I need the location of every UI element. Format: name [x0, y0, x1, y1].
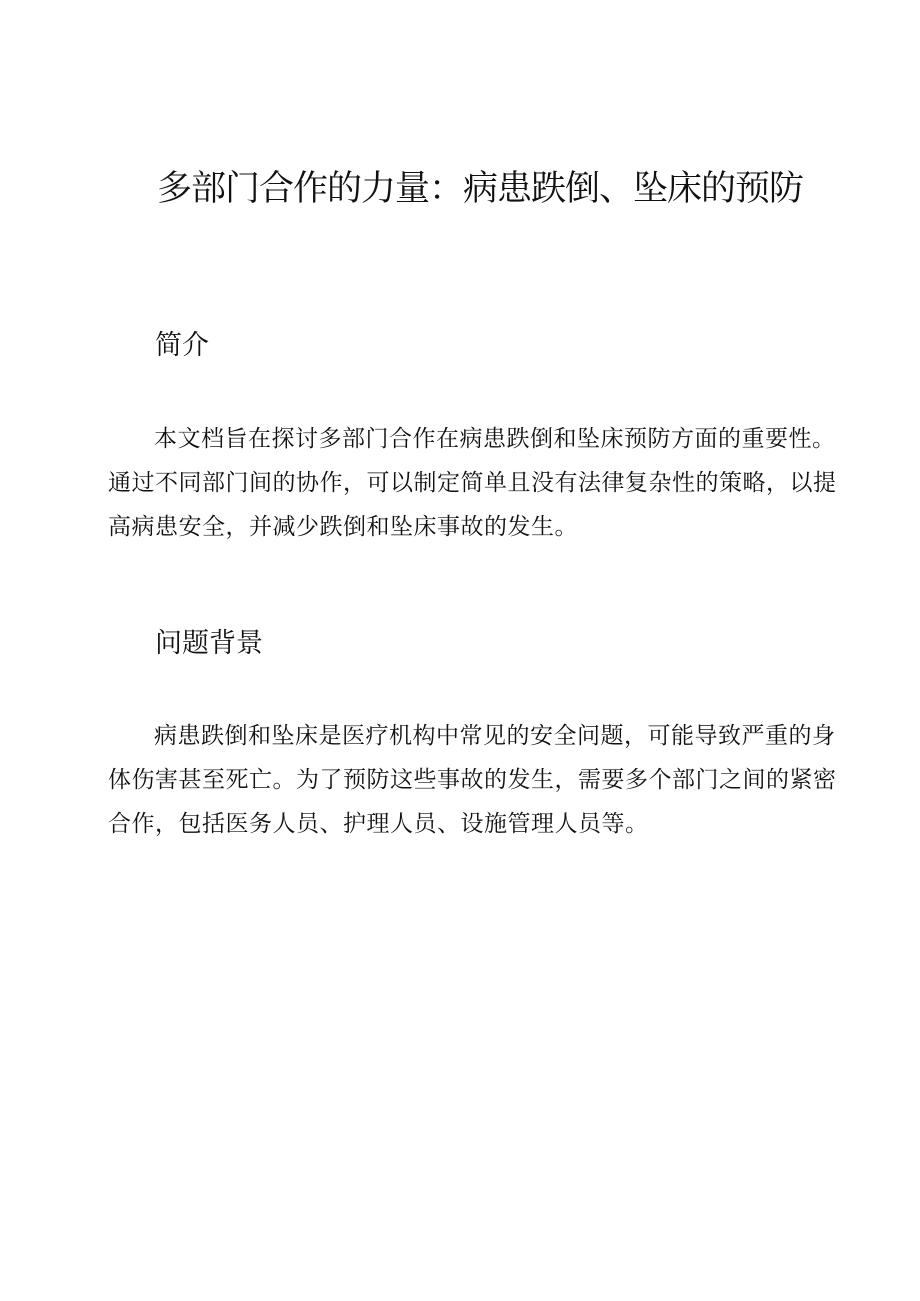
section-body-background: 病患跌倒和坠床是医疗机构中常见的安全问题，可能导致严重的身体伤害甚至死亡。为了预防这些事故的发生，需要多个部门之间的紧密合作，包括医务人员、护理人员、设施管理人员等。: [108, 723, 837, 837]
section-body-intro: 本文档旨在探讨多部门合作在病患跌倒和坠床预防方面的重要性。通过不同部门间的协作，可以制定简单且没有法律复杂性的策略，以提高病患安全，并减少跌倒和坠床事故的发生。: [108, 426, 837, 540]
section-heading-intro: 简介: [155, 330, 209, 361]
section-heading-background: 问题背景: [155, 628, 263, 659]
document-title: 多部门合作的力量：病患跌倒、坠床的预防: [156, 169, 803, 209]
